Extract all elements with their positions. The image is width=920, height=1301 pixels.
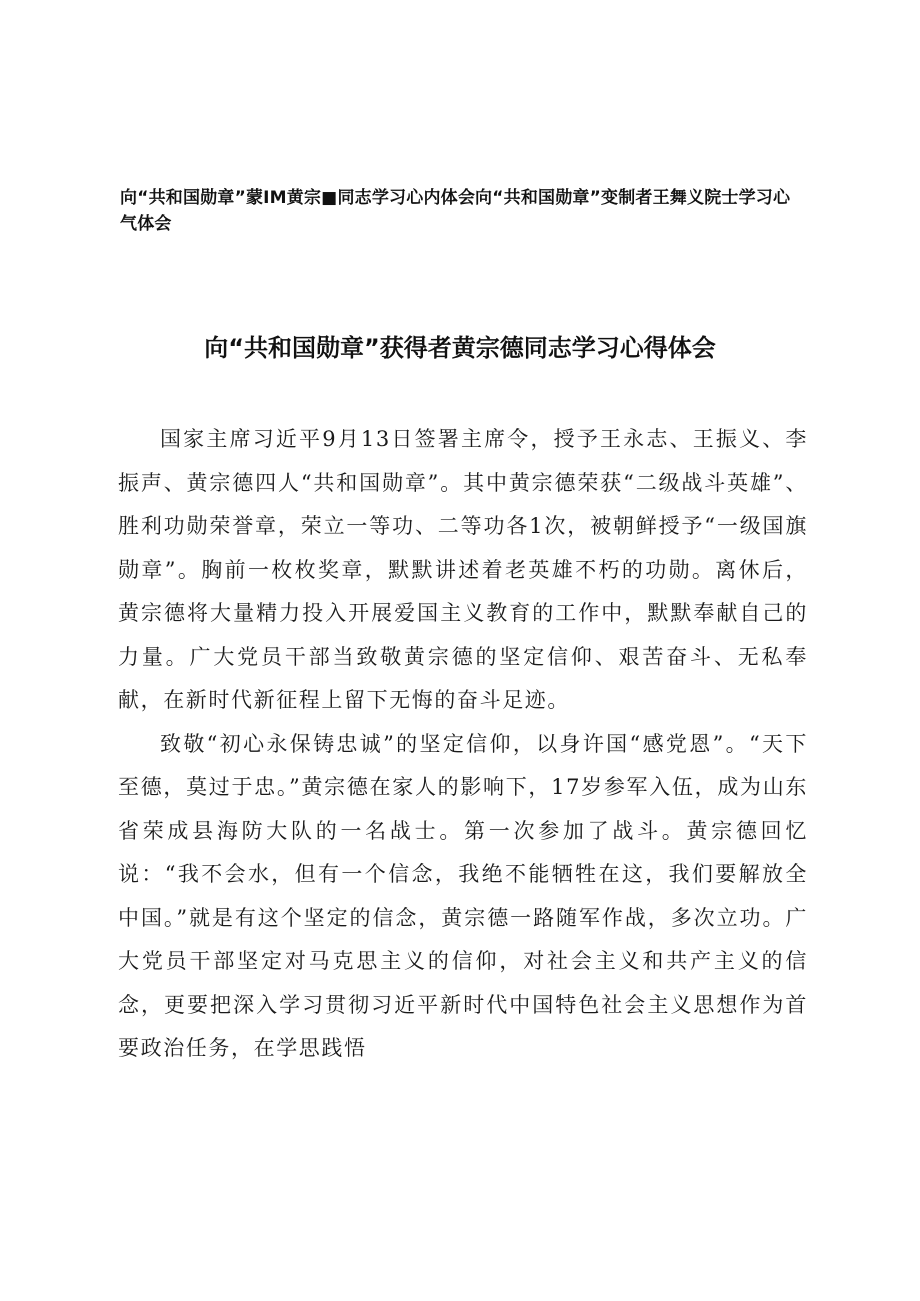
paragraph: 国家主席习近平9月13日签署主席令，授予王永志、王振义、李振声、黄宗德四人“共和国勋章”。其中黄宗德荣获“二级战斗英雄”、胜利功勋荣誉章，荣立一等功、二等功各1次，被朝鲜授予“一级国旗勋章”。胸前一枚枚奖章，默默讲述着老英雄不朽的功勋。离休后，黄宗德将大量精力投入开展爱国主义教育的工作中，默默奉献自己的力量。广大党员干部当致敬黄宗德的坚定信仰、艰苦奋斗、无私奉献，在新时代新征程上留下无悔的奋斗足迹。 [118, 427, 808, 712]
paragraph: 致敬“初心永保铸忠诚”的坚定信仰，以身许国“感党恩”。“天下至德，莫过于忠。”黄宗德在家人的影响下，17岁参军入伍，成为山东省荣成县海防大队的一名战士。第一次参加了战斗。黄宗德回忆说：“我不会水，但有一个信念，我绝不能牺牲在这，我们要解放全中国。”就是有这个坚定的信念，黄宗德一路随军作战，多次立功。广大党员干部坚定对马克思主义的信仰，对社会主义和共产主义的信念，更要把深入学习贯彻习近平新时代中国特色社会主义思想作为首要政治任务，在学思践悟 [118, 731, 808, 1060]
document-title: 向“共和国勋章”获得者黄宗德同志学习心得体会 [204, 334, 716, 362]
document-body [118, 418, 808, 1071]
document-header: 向“共和国勋章”蒙IM黄宗■同志学习心内体会向“共和国勋章”变制者王舞义院士学习心气体会 [120, 188, 791, 234]
